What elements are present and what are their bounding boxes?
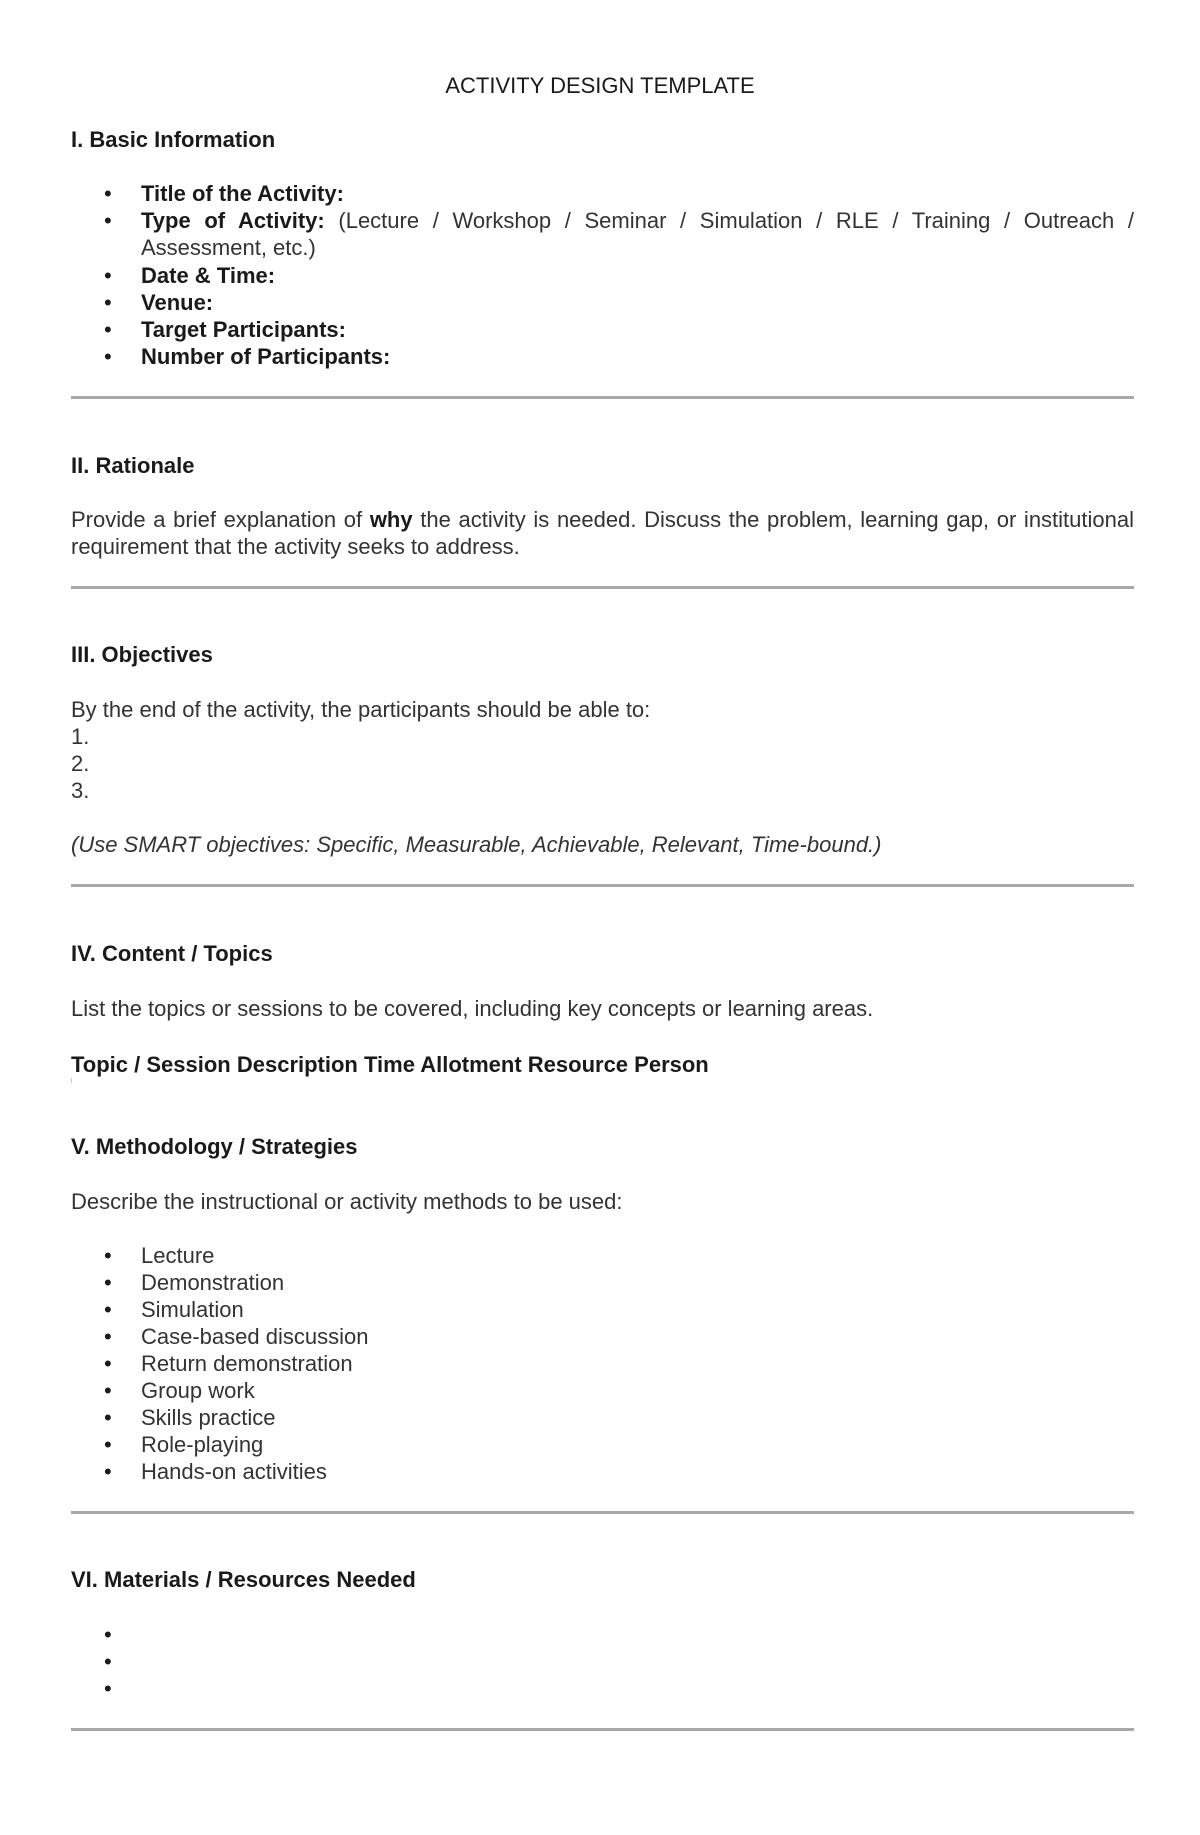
bullet-marker: • — [104, 1622, 112, 1647]
bullet-marker: • — [104, 1243, 112, 1268]
field-label-venue: Venue: — [141, 290, 214, 315]
bullet-marker: • — [104, 1351, 112, 1376]
objective-number: 2. — [71, 751, 90, 776]
bullet-marker: • — [104, 208, 112, 233]
field-label-number-of-participants: Number of Participants: — [141, 344, 391, 369]
bullet-marker: • — [104, 1405, 112, 1430]
bullet-marker: • — [104, 1459, 112, 1484]
section-heading-content-topics: IV. Content / Topics — [71, 941, 273, 966]
rationale-text-end: the activity is needed. Discuss the problem, learning gap, or institutional requirement that the activity seeks to address. — [71, 507, 1134, 559]
bullet-marker: • — [104, 290, 112, 315]
method-item: Demonstration — [141, 1270, 285, 1295]
method-item: Simulation — [141, 1297, 244, 1322]
content-intro: List the topics or sessions to be covered, including key concepts or learning areas. — [71, 996, 874, 1021]
bullet-marker: • — [104, 1432, 112, 1457]
section-heading-materials: VI. Materials / Resources Needed — [71, 1567, 416, 1592]
bullet-marker: • — [104, 317, 112, 342]
bullet-marker: • — [104, 263, 112, 288]
document-title: ACTIVITY DESIGN TEMPLATE — [445, 73, 755, 98]
table-stub-mark — [71, 1078, 72, 1083]
field-label-target-participants: Target Participants: — [141, 317, 346, 342]
field-label-title: Title of the Activity: — [141, 181, 344, 206]
bullet-marker: • — [104, 1324, 112, 1349]
bullet-marker: • — [104, 181, 112, 206]
section-divider — [71, 884, 1134, 887]
method-item: Skills practice — [141, 1405, 276, 1430]
section-divider — [71, 396, 1134, 399]
bullet-marker: • — [104, 1270, 112, 1295]
field-label-date-time: Date & Time: — [141, 263, 276, 288]
section-heading-rationale: II. Rationale — [71, 453, 195, 478]
section-divider — [71, 1728, 1134, 1731]
topics-table-header: Topic / Session Description Time Allotment Resource Person — [71, 1052, 709, 1077]
objectives-intro: By the end of the activity, the participants should be able to: — [71, 697, 651, 722]
method-item: Role-playing — [141, 1432, 264, 1457]
section-heading-methodology: V. Methodology / Strategies — [71, 1134, 358, 1159]
objective-number: 1. — [71, 724, 90, 749]
smart-objectives-note: (Use SMART objectives: Specific, Measurable, Achievable, Relevant, Time-bound.) — [71, 832, 882, 857]
method-item: Return demonstration — [141, 1351, 353, 1376]
bullet-marker: • — [104, 1649, 112, 1674]
method-item: Group work — [141, 1378, 255, 1403]
bullet-marker: • — [104, 1378, 112, 1403]
section-heading-basic-information: I. Basic Information — [71, 127, 276, 152]
method-item: Case-based discussion — [141, 1324, 369, 1349]
section-heading-objectives: III. Objectives — [71, 642, 213, 667]
rationale-emphasis: why — [369, 507, 413, 532]
bullet-marker: • — [104, 344, 112, 369]
section-divider — [71, 1511, 1134, 1514]
methodology-intro: Describe the instructional or activity methods to be used: — [71, 1189, 623, 1214]
objective-number: 3. — [71, 778, 90, 803]
bullet-marker: • — [104, 1297, 112, 1322]
method-item: Hands-on activities — [141, 1459, 327, 1484]
field-type-of-activity — [141, 207, 1134, 261]
rationale-text-start: Provide a brief explanation of — [71, 507, 370, 532]
bullet-marker: • — [104, 1676, 112, 1701]
rationale-paragraph — [71, 506, 1134, 560]
field-value-type: (Lecture / Workshop / Seminar / Simulation / RLE / Training / Outreach / Assessment, etc.) — [141, 208, 1134, 260]
field-label-type: Type of Activity: — [141, 208, 325, 233]
method-item: Lecture — [141, 1243, 215, 1268]
section-divider — [71, 586, 1134, 589]
